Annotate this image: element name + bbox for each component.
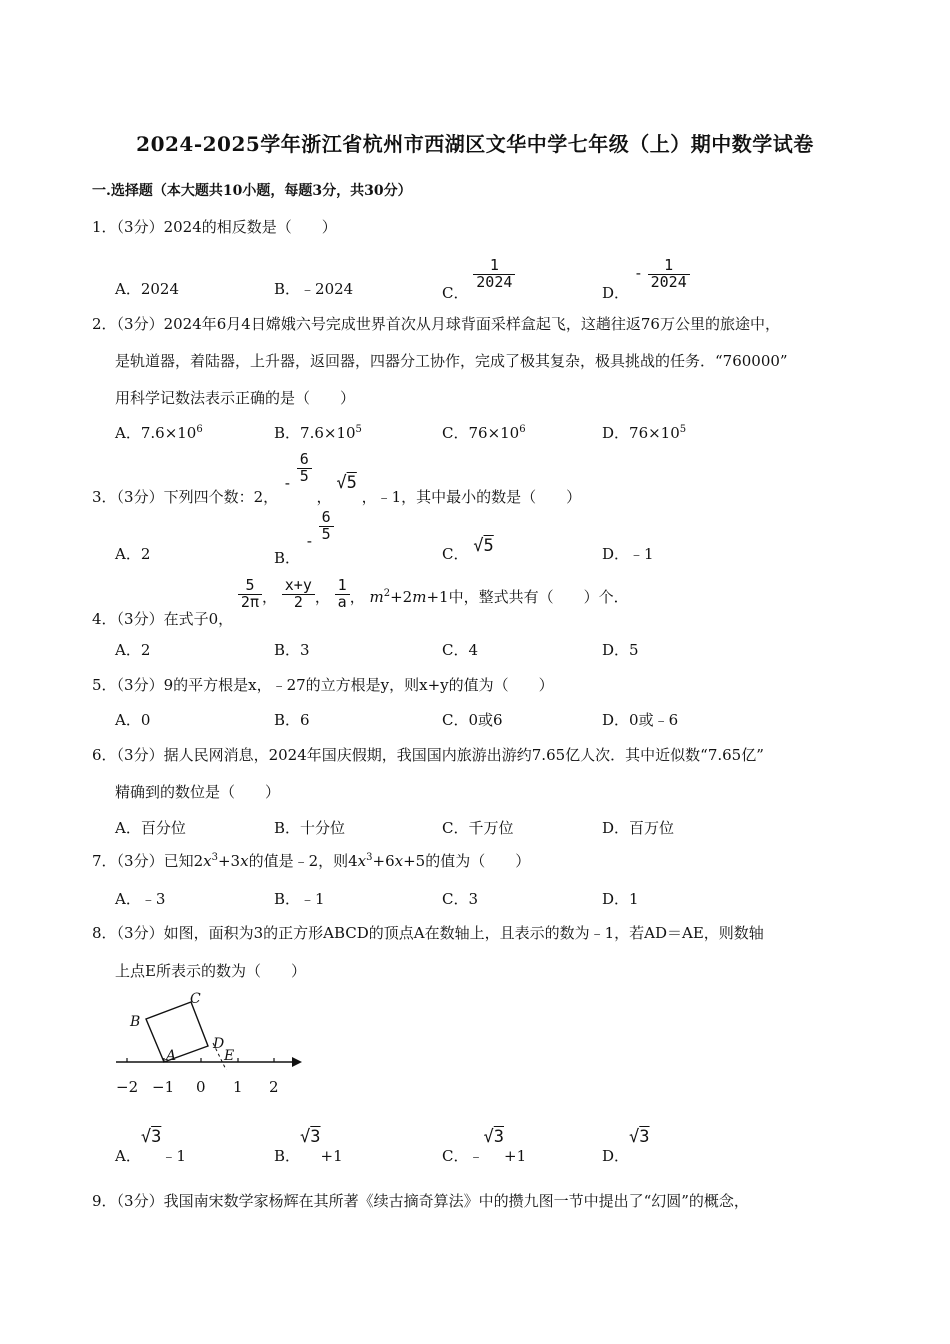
- radical-sign: √: [629, 1127, 640, 1147]
- q4-option-b[interactable]: B．3: [274, 641, 310, 659]
- option-text: D．76×10: [602, 424, 680, 442]
- square-root: [484, 1127, 505, 1147]
- variable: x: [357, 852, 367, 870]
- option-text: ﹣1: [161, 1147, 186, 1165]
- question-2-line-1: 2．（3分）2024年6月4日嫦娥六号完成世界首次从月球背面采样盒起飞，这趟往返76万公里的旅途中，: [92, 315, 780, 333]
- fraction: [335, 578, 350, 611]
- question-3-suffix: ，﹣1，其中最小的数是（ ）: [361, 488, 582, 507]
- q6-option-a[interactable]: A．百分位: [115, 819, 186, 837]
- q5-option-b[interactable]: B．6: [274, 711, 310, 729]
- q1-option-c[interactable]: [442, 256, 515, 303]
- option-label: C．: [442, 284, 469, 303]
- minus-sign: -: [304, 532, 314, 551]
- tick-label: −1: [152, 1078, 175, 1096]
- option-label: C．: [442, 545, 469, 563]
- q2-option-a[interactable]: [115, 422, 203, 443]
- text: +3: [217, 852, 241, 870]
- option-label: B．: [274, 549, 301, 568]
- option-label: D．: [602, 1147, 630, 1165]
- question-4-suffix: +1中，整式共有（ ）个．: [426, 588, 629, 607]
- question-4: [92, 576, 629, 629]
- question-6-line-1: 6．（3分）据人民网消息，2024年国庆假期，我国国内旅游出游约7.65亿人次．其中近似数“7.65亿”: [92, 746, 764, 764]
- q4-option-a[interactable]: A．2: [115, 641, 151, 659]
- option-label: A．: [115, 1147, 141, 1165]
- option-label: C．: [442, 1147, 469, 1165]
- variable: x: [394, 852, 404, 870]
- exponent: 2: [383, 588, 391, 600]
- comma: ，: [316, 488, 332, 507]
- exponent: 5: [679, 424, 687, 435]
- fraction: [473, 258, 515, 291]
- exponent: 3: [211, 852, 218, 863]
- q2-option-d[interactable]: [602, 422, 686, 443]
- question-2-line-3: 用科学记数法表示正确的是（ ）: [115, 389, 356, 407]
- fraction-numerator: x+y: [284, 576, 312, 594]
- q4-option-d[interactable]: D．5: [602, 641, 639, 659]
- fraction-numerator: 6: [321, 508, 331, 526]
- point-label-b: B: [130, 1014, 141, 1030]
- square-root: [473, 536, 494, 556]
- question-3-prefix: 3．（3分）下列四个数：2，: [92, 488, 279, 507]
- section-heading: 一.选择题（本大题共10小题，每题3分，共30分）: [92, 183, 412, 199]
- fraction-numerator: 1: [337, 576, 347, 594]
- option-label: B．: [274, 1147, 301, 1165]
- option-text: C．76×10: [442, 424, 520, 442]
- question-5: 5．（3分）9的平方根是x，﹣27的立方根是y，则x+y的值为（ ）: [92, 676, 554, 694]
- square-abcd: [146, 1002, 208, 1062]
- fraction-denominator: 2π: [238, 594, 262, 611]
- number-line-figure: [112, 988, 307, 1070]
- q7-option-c[interactable]: C．3: [442, 890, 479, 908]
- fraction-numerator: 1: [489, 256, 499, 274]
- option-text: +1: [320, 1147, 343, 1165]
- question-4-prefix: 4．（3分）在式子0，: [92, 610, 234, 629]
- fraction: [319, 510, 334, 543]
- q1-option-b[interactable]: B．﹣2024: [274, 280, 354, 298]
- square-root: [300, 1127, 321, 1147]
- radical-sign: √: [483, 1127, 494, 1147]
- q2-option-c[interactable]: [442, 422, 526, 443]
- radical-sign: √: [473, 536, 484, 556]
- q6-option-c[interactable]: C．千万位: [442, 819, 514, 837]
- point-label-d: D: [213, 1036, 225, 1052]
- question-1: 1．（3分）2024的相反数是（ ）: [92, 218, 337, 236]
- point-label-e: E: [224, 1048, 235, 1064]
- fraction: [297, 452, 312, 485]
- tick-label: 2: [269, 1078, 279, 1096]
- q7-option-b[interactable]: B．﹣1: [274, 890, 325, 908]
- comma: ，: [261, 588, 277, 607]
- option-text: +1: [504, 1147, 527, 1165]
- q6-option-d[interactable]: D．百万位: [602, 819, 675, 837]
- q8-option-c[interactable]: [442, 1126, 527, 1165]
- minus-sign: -: [282, 474, 292, 493]
- fraction-denominator: a: [335, 594, 350, 611]
- radicand: 3: [639, 1127, 650, 1147]
- polynomial: [370, 588, 629, 606]
- radicand: 3: [493, 1127, 504, 1147]
- question-6-line-2: 精确到的数位是（ ）: [115, 783, 281, 801]
- exponent: 3: [366, 852, 373, 863]
- q3-option-b[interactable]: [274, 508, 334, 568]
- variable: m: [412, 588, 427, 607]
- square-root: [629, 1127, 650, 1147]
- text: +2: [390, 588, 413, 607]
- question-8-line-1: 8．（3分）如图，面积为3的正方形ABCD的顶点A在数轴上，且表示的数为﹣1，若AD＝AE，则数轴: [92, 924, 764, 942]
- q1-option-d[interactable]: [602, 256, 690, 303]
- minus-sign: ﹣: [468, 1147, 484, 1165]
- exponent: 6: [519, 424, 526, 435]
- exponent: 6: [196, 424, 203, 435]
- q4-option-c[interactable]: C．4: [442, 641, 479, 659]
- question-7: [92, 850, 530, 871]
- fraction-denominator: 5: [319, 526, 334, 543]
- q7-option-d[interactable]: D．1: [602, 890, 639, 908]
- fraction-numerator: 1: [664, 256, 674, 274]
- variable: m: [369, 588, 384, 607]
- variable: x: [203, 852, 212, 870]
- question-2-line-2: 是轨道器，着陆器，上升器，返回器，四器分工协作，完成了极其复杂，极具挑战的任务．“760000”: [115, 352, 788, 370]
- radicand: 5: [483, 536, 494, 556]
- text: +5的值为（ ）: [403, 852, 531, 870]
- fraction: [648, 258, 690, 291]
- point-label-c: C: [190, 991, 201, 1007]
- question-9-line-1: 9．（3分）我国南宋数学家杨辉在其所著《续古摘奇算法》中的攒九图一节中提出了“幻圆”的概念，: [92, 1192, 749, 1210]
- fraction-denominator: 5: [297, 468, 312, 485]
- radical-sign: √: [140, 1127, 152, 1147]
- tick-label: 0: [196, 1078, 206, 1096]
- q3-option-d[interactable]: D．﹣1: [602, 545, 654, 563]
- q1-option-a[interactable]: A．2024: [115, 280, 180, 298]
- q5-option-c[interactable]: C．0或6: [442, 711, 503, 729]
- text: +6: [372, 852, 395, 870]
- variable: x: [240, 852, 249, 870]
- radicand: 5: [346, 473, 357, 494]
- square-root: [336, 473, 357, 493]
- radicand: 3: [310, 1127, 321, 1147]
- fraction: [282, 578, 315, 611]
- q3-option-a[interactable]: A．2: [115, 545, 151, 563]
- comma: ，: [349, 588, 365, 607]
- fraction-denominator: 2024: [473, 274, 515, 291]
- tick-label: 1: [233, 1078, 243, 1096]
- fraction-numerator: 6: [299, 450, 309, 468]
- comma: ，: [314, 588, 330, 607]
- q7-option-a[interactable]: A．﹣3: [115, 890, 166, 908]
- fraction-denominator: 2: [282, 594, 315, 611]
- text: 的值是﹣2，则4: [248, 852, 358, 870]
- exponent: 5: [355, 424, 362, 435]
- text: 7．（3分）已知2: [92, 852, 204, 870]
- arrow-head: [292, 1057, 302, 1067]
- q8-option-a[interactable]: [115, 1126, 186, 1165]
- option-text: B．7.6×10: [274, 424, 356, 442]
- option-text: A．7.6×10: [115, 424, 197, 442]
- q6-option-b[interactable]: B．十分位: [274, 819, 346, 837]
- question-8-line-2: 上点E所表示的数为（ ）: [115, 962, 306, 980]
- q2-option-b[interactable]: [274, 422, 362, 443]
- q5-option-a[interactable]: A．0: [115, 711, 151, 729]
- question-3: [92, 450, 582, 507]
- q5-option-d[interactable]: D．0或﹣6: [602, 711, 679, 729]
- fraction-denominator: 2024: [648, 274, 690, 291]
- q3-option-c[interactable]: [442, 536, 494, 564]
- q8-option-d[interactable]: [602, 1126, 650, 1165]
- square-root: [141, 1127, 162, 1147]
- minus-sign: -: [633, 264, 643, 283]
- fraction: [238, 578, 262, 611]
- radical-sign: √: [336, 473, 347, 494]
- option-label: D．: [602, 284, 630, 303]
- fraction-numerator: 5: [245, 576, 255, 594]
- radical-sign: √: [300, 1127, 311, 1147]
- point-label-a: A: [166, 1048, 177, 1064]
- q8-option-b[interactable]: [274, 1126, 343, 1165]
- tick-label: −2: [116, 1078, 139, 1096]
- radicand: 3: [151, 1127, 162, 1147]
- page-title: 2024-2025学年浙江省杭州市西湖区文华中学七年级（上）期中数学试卷: [136, 132, 814, 156]
